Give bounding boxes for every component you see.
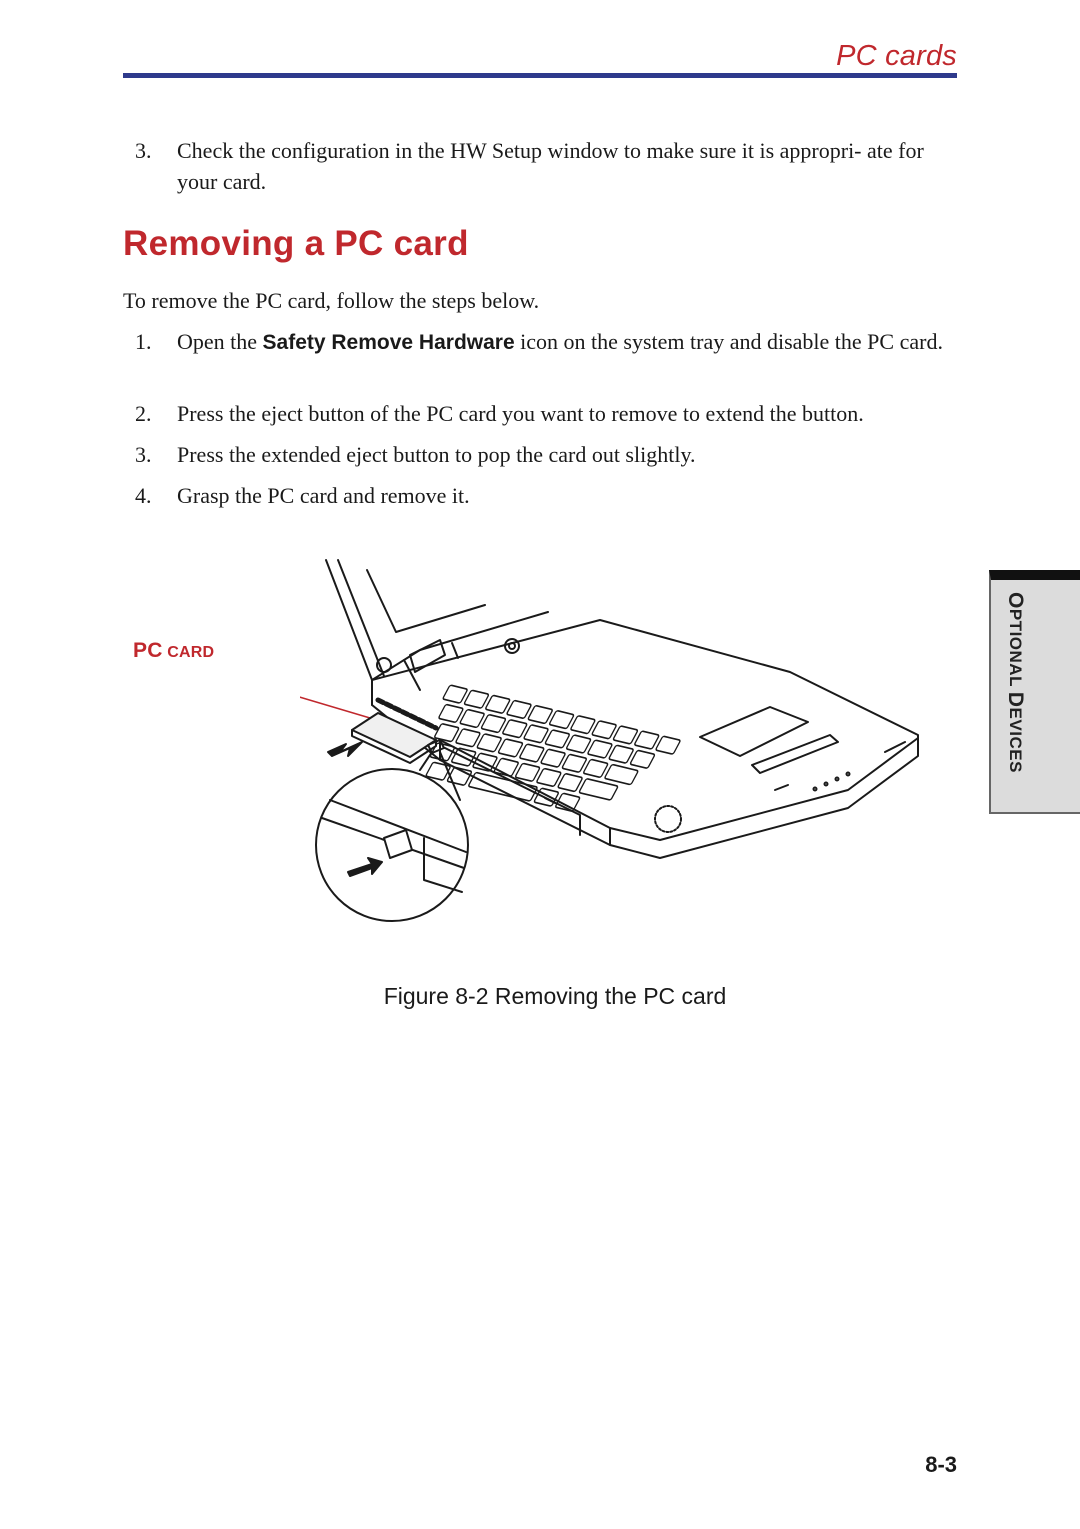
pc-card-callout-label: PC CARD bbox=[133, 639, 215, 662]
figure-caption: Figure 8-2 Removing the PC card bbox=[383, 983, 727, 1009]
step-number: 2. bbox=[135, 401, 152, 426]
step-number: 3. bbox=[135, 442, 152, 467]
laptop-pc-card-illustration bbox=[300, 550, 940, 930]
page-number: 8-3 bbox=[925, 1452, 957, 1477]
section-title: Removing a PC card bbox=[123, 224, 469, 263]
section-intro: To remove the PC card, follow the steps below. bbox=[123, 288, 540, 313]
step-2 bbox=[135, 398, 957, 429]
step-text: Press the eject button of the PC card you want to remove to extend the button. bbox=[177, 401, 864, 426]
step-number: 3. bbox=[135, 138, 152, 163]
step-number: 4. bbox=[135, 483, 152, 508]
step-text: Check the configuration in the HW Setup window to make sure it is appropri- ate for your card. bbox=[177, 138, 924, 194]
header-rule bbox=[123, 73, 957, 78]
step-text: Press the extended eject button to pop the card out slightly. bbox=[177, 442, 696, 467]
step-4 bbox=[135, 480, 957, 511]
running-header-title: PC cards bbox=[836, 40, 957, 72]
step-3 bbox=[135, 439, 957, 470]
step-text: Open the Safety Remove Hardware icon on the system tray and disable the PC card. bbox=[177, 329, 943, 354]
safety-remove-hardware-term: Safety Remove Hardware bbox=[262, 331, 515, 354]
step-1 bbox=[135, 326, 957, 358]
step-text: Grasp the PC card and remove it. bbox=[177, 483, 470, 508]
chapter-tab-label: OPTIONAL DEVICES bbox=[1004, 592, 1027, 773]
step-number: 1. bbox=[135, 329, 152, 354]
pre-step-3 bbox=[135, 135, 957, 197]
